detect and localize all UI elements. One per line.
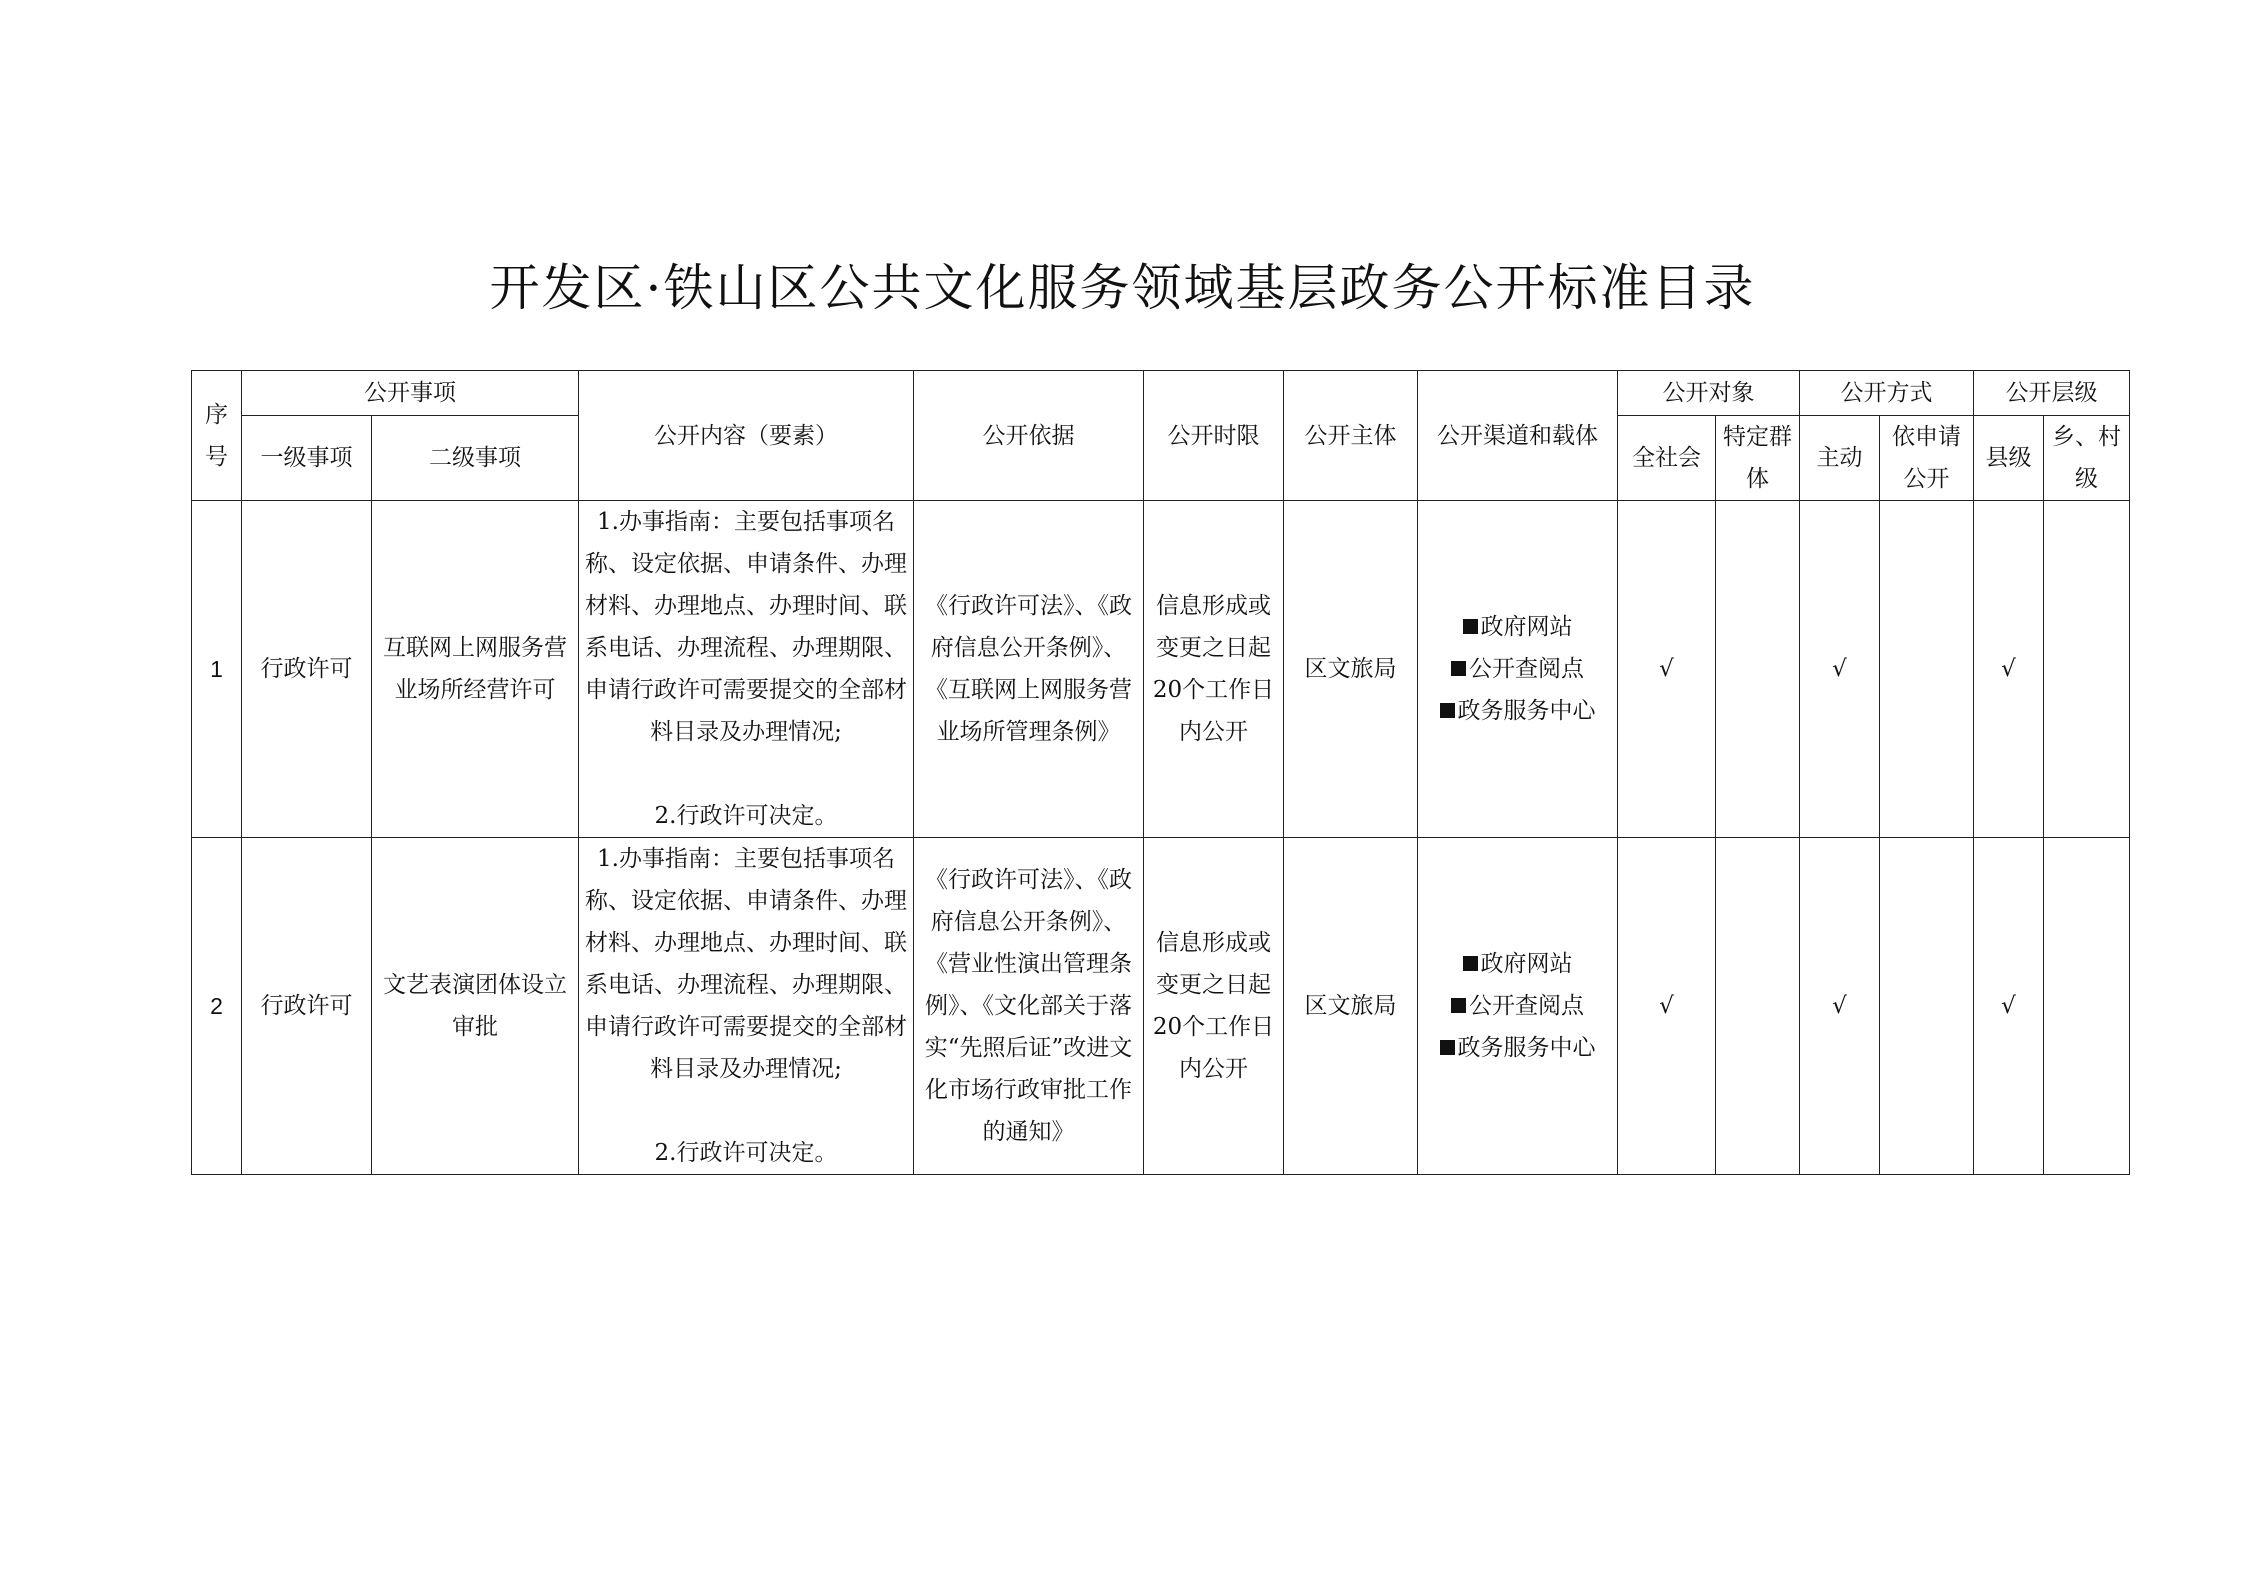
header-level-township: 乡、村级: [2044, 416, 2130, 501]
cell-level-township: [2044, 838, 2130, 1175]
bullet-square-icon: [1451, 998, 1466, 1013]
table-row: [192, 838, 2130, 1175]
bullet-square-icon: [1451, 661, 1466, 676]
row-time-limit: 信息形成或变更之日起20个工作日内公开: [1144, 501, 1284, 838]
row-seq: 2: [192, 838, 242, 1175]
bullet-square-icon: [1463, 619, 1478, 634]
header-method-active: 主动: [1800, 416, 1880, 501]
cell-method-apply: [1880, 838, 1974, 1175]
channel-item: 政府网站: [1420, 943, 1615, 985]
channel-item: 政务服务中心: [1420, 1027, 1615, 1069]
row-level1: 行政许可: [242, 838, 372, 1175]
cell-method-apply: [1880, 501, 1974, 838]
content-guide: 1.办事指南：主要包括事项名称、设定依据、申请条件、办理材料、办理地点、办理时间、联系电话、办理流程、办理期限、申请行政许可需要提交的全部材料目录及办理情况;: [585, 509, 907, 745]
header-level2: 二级事项: [372, 416, 579, 501]
check-mark-icon: √: [1974, 501, 2044, 838]
row-channels: [1418, 838, 1618, 1175]
check-mark-icon: √: [1618, 838, 1716, 1175]
header-basis: 公开依据: [914, 371, 1144, 501]
header-level: 公开层级: [1974, 371, 2130, 416]
bullet-square-icon: [1440, 703, 1455, 718]
row-basis: 《行政许可法》、《政府信息公开条例》、《营业性演出管理条例》、《文化部关于落实“先照后证”改进文化市场行政审批工作的通知》: [914, 838, 1144, 1175]
row-time-limit: 信息形成或变更之日起20个工作日内公开: [1144, 838, 1284, 1175]
table-row: [192, 501, 2130, 838]
check-mark-icon: √: [1800, 501, 1880, 838]
row-level2: 文艺表演团体设立审批: [372, 838, 579, 1175]
check-mark-icon: √: [1618, 501, 1716, 838]
cell-target-specific: [1716, 501, 1800, 838]
header-seq: 序号: [192, 371, 242, 501]
row-channels: [1418, 501, 1618, 838]
check-mark-icon: √: [1800, 838, 1880, 1175]
bullet-square-icon: [1463, 956, 1478, 971]
content-decision: 2.行政许可决定。: [654, 1140, 838, 1166]
row-subject: 区文旅局: [1284, 838, 1418, 1175]
header-subject: 公开主体: [1284, 371, 1418, 501]
header-target: 公开对象: [1618, 371, 1800, 416]
header-target-all: 全社会: [1618, 416, 1716, 501]
cell-level-township: [2044, 501, 2130, 838]
check-mark-icon: √: [1974, 838, 2044, 1175]
row-level1: 行政许可: [242, 501, 372, 838]
header-level1: 一级事项: [242, 416, 372, 501]
header-method-apply: 依申请公开: [1880, 416, 1974, 501]
row-basis: 《行政许可法》、《政府信息公开条例》、《互联网上网服务营业场所管理条例》: [914, 501, 1144, 838]
bullet-square-icon: [1440, 1040, 1455, 1055]
document-title: 开发区·铁山区公共文化服务领域基层政务公开标准目录: [489, 259, 1756, 317]
row-seq: 1: [192, 501, 242, 838]
row-content: [579, 501, 914, 838]
header-method: 公开方式: [1800, 371, 1974, 416]
header-target-specific: 特定群体: [1716, 416, 1800, 501]
header-matter: 公开事项: [242, 371, 579, 416]
header-level-county: 县级: [1974, 416, 2044, 501]
header-time-limit: 公开时限: [1144, 371, 1284, 501]
channel-item: 政府网站: [1420, 606, 1615, 648]
channel-item: 公开查阅点: [1420, 985, 1615, 1027]
content-decision: 2.行政许可决定。: [654, 803, 838, 829]
channel-item: 政务服务中心: [1420, 690, 1615, 732]
catalog-table: [191, 370, 2130, 1175]
header-row-1: [192, 371, 2130, 416]
row-level2: 互联网上网服务营业场所经营许可: [372, 501, 579, 838]
row-content: [579, 838, 914, 1175]
header-channels: 公开渠道和载体: [1418, 371, 1618, 501]
row-subject: 区文旅局: [1284, 501, 1418, 838]
content-guide: 1.办事指南：主要包括事项名称、设定依据、申请条件、办理材料、办理地点、办理时间、联系电话、办理流程、办理期限、申请行政许可需要提交的全部材料目录及办理情况;: [585, 846, 907, 1082]
header-content: 公开内容（要素）: [579, 371, 914, 501]
channel-item: 公开查阅点: [1420, 648, 1615, 690]
cell-target-specific: [1716, 838, 1800, 1175]
